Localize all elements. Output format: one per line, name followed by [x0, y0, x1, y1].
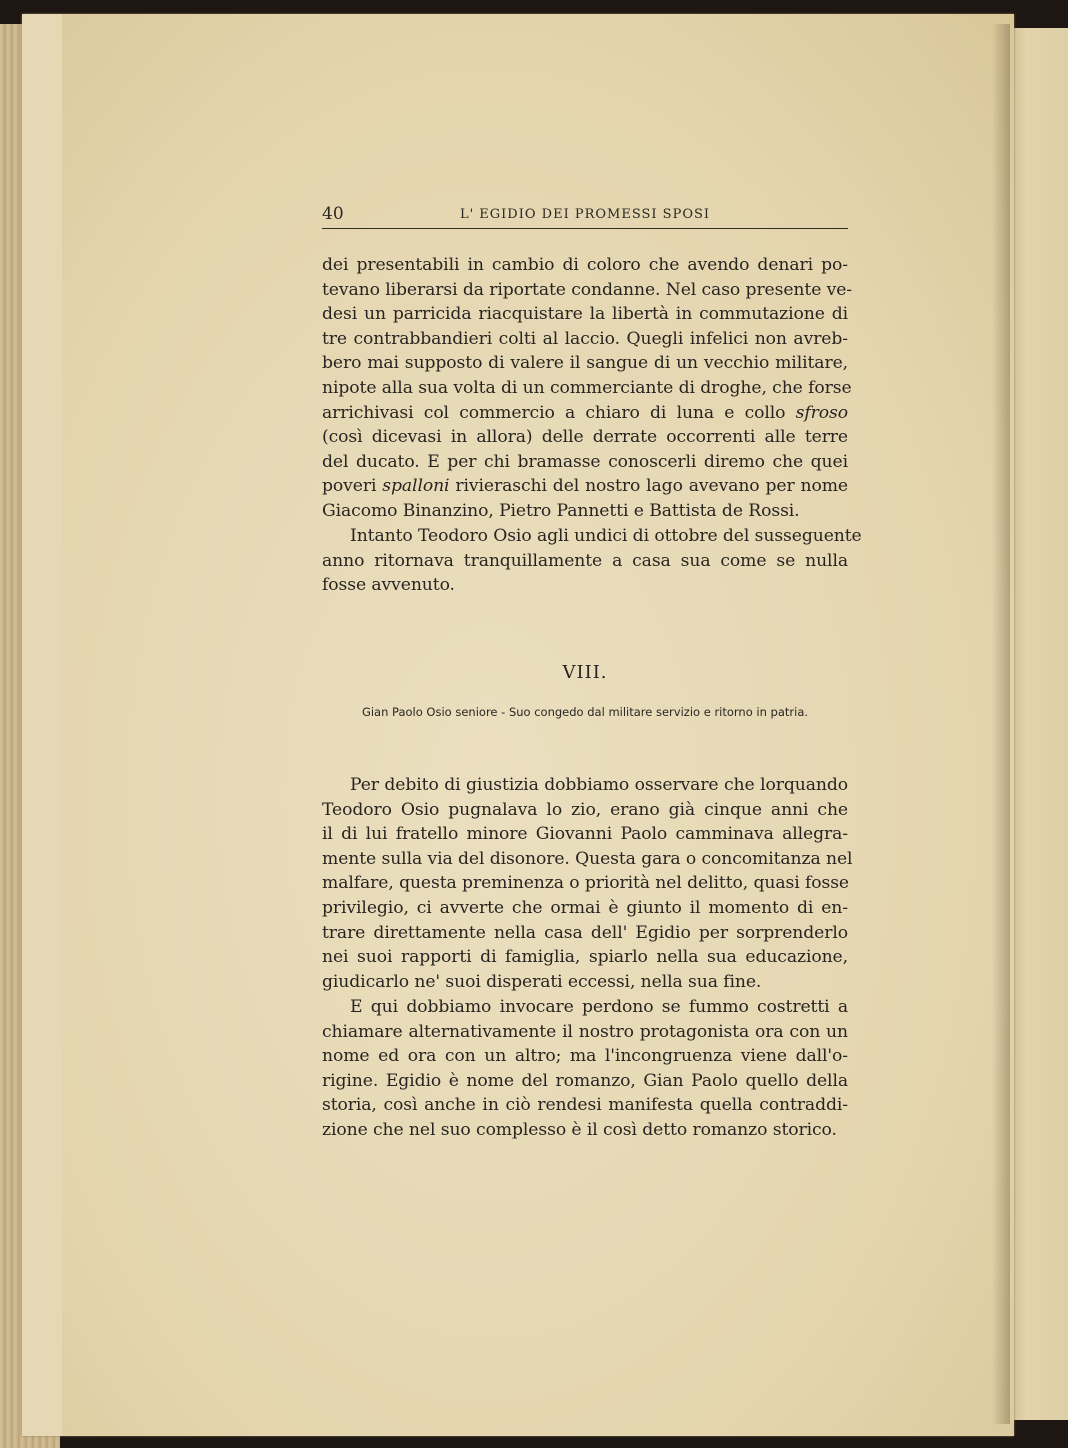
text-line: storia, così anche in ciò rendesi manifesta quella contraddi-: [322, 1095, 848, 1116]
text-line: Giacomo Binanzino, Pietro Pannetti e Battista de Rossi.: [322, 500, 800, 521]
text-line: bero mai supposto di valere il sangue di un vecchio militare,: [322, 353, 848, 374]
italic-term: sfroso: [795, 402, 848, 423]
text-line: giudicarlo ne' suoi disperati eccessi, nella sua fine.: [322, 971, 762, 992]
page-number: 40: [322, 204, 344, 224]
spine-shadow: [992, 24, 1010, 1424]
text-line: Teodoro Osio pugnalava lo zio, erano già cinque anni che: [322, 799, 848, 820]
italic-term: spalloni: [382, 476, 450, 497]
text-line: (così dicevasi in allora) delle derrate occorrenti alle terre: [322, 427, 848, 448]
chapter-number: VIII.: [562, 662, 608, 683]
text-line: trare direttamente nella casa dell' Egidio per sorprenderlo: [322, 922, 848, 943]
text-line: privilegio, ci avverte che ormai è giunto il momento di en-: [322, 897, 848, 918]
paragraph-3: [322, 773, 853, 994]
text-line: Intanto Teodoro Osio agli undici di ottobre del susseguente: [350, 526, 862, 546]
paragraph-2: [322, 524, 862, 598]
text-line: mente sulla via del disonore. Questa gara o concomitanza nel: [322, 848, 853, 869]
text-line: nome ed ora con un altro; ma l'incongruenza viene dall'o-: [322, 1046, 848, 1067]
page-header: [322, 200, 848, 229]
text-line: poveri spalloni rivieraschi del nostro lago avevano per nome: [322, 476, 848, 497]
text-line: tevano liberarsi da riportate condanne. Nel caso presente ve-: [322, 279, 853, 300]
text-line: desi un parricida riacquistare la libertà in commutazione di: [322, 304, 848, 325]
running-title: L' EGIDIO DEI PROMESSI SPOSI: [459, 207, 711, 222]
text-line: zione che nel suo complesso è il così detto romanzo storico.: [322, 1119, 837, 1140]
text-line: dei presentabili in cambio di coloro che avendo denari po-: [322, 255, 848, 275]
text-line: Per debito di giustizia dobbiamo osservare che lorquando: [350, 775, 848, 795]
text-line: malfare, questa preminenza o priorità nel delitto, quasi fosse: [322, 873, 849, 894]
text-line: chiamare alternativamente il nostro protagonista ora con un: [322, 1021, 848, 1042]
text-line: il di lui fratello minore Giovanni Paolo camminava allegra-: [322, 824, 848, 845]
text-line: del ducato. E per chi bramasse conoscerli diremo che quei: [322, 451, 848, 472]
text-line: rigine. Egidio è nome del romanzo, Gian Paolo quello della: [322, 1070, 848, 1091]
chapter-summary: Gian Paolo Osio seniore - Suo congedo dal militare servizio e ritorno in patria.: [361, 705, 809, 719]
text-line: nipote alla sua volta di un commerciante di droghe, che forse: [322, 377, 852, 398]
text-line: E qui dobbiamo invocare perdono se fummo costretti a: [350, 997, 848, 1017]
paragraph-4: [322, 995, 848, 1143]
text-line: anno ritornava tranquillamente a casa sua come se nulla: [322, 550, 848, 571]
text-line: fosse avvenuto.: [322, 575, 455, 596]
text-line: arrichivasi col commercio a chiaro di luna e collo sfroso: [322, 402, 848, 423]
text-line: tre contrabbandieri colti al laccio. Quegli infelici non avreb-: [322, 328, 848, 349]
text-line: nei suoi rapporti di famiglia, spiarlo nella sua educazione,: [322, 947, 848, 968]
paragraph-1: [322, 253, 853, 524]
